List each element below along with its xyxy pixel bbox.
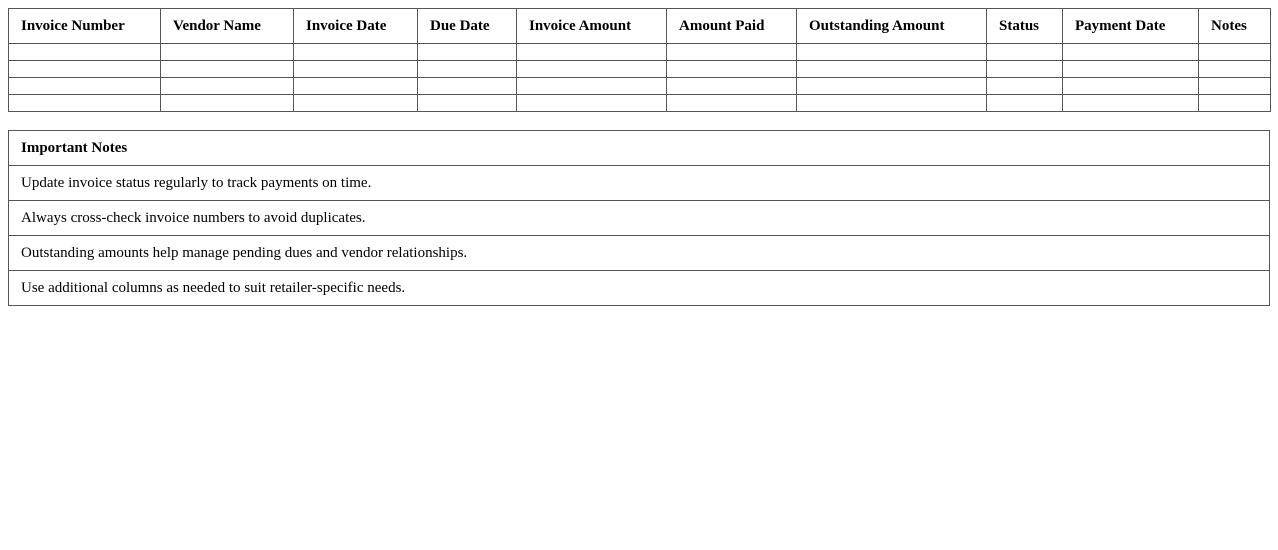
- table-cell[interactable]: [294, 78, 418, 95]
- table-cell[interactable]: [1063, 95, 1199, 112]
- note-text: Outstanding amounts help manage pending dues and vendor relationships.: [9, 236, 1270, 271]
- notes-table: [8, 130, 1270, 306]
- table-cell[interactable]: [517, 78, 667, 95]
- table-cell[interactable]: [517, 44, 667, 61]
- note-text: Update invoice status regularly to track payments on time.: [9, 166, 1270, 201]
- table-row: [9, 78, 1271, 95]
- note-text: Always cross-check invoice numbers to avoid duplicates.: [9, 201, 1270, 236]
- column-header-amount-paid: Amount Paid: [667, 9, 797, 44]
- table-cell[interactable]: [667, 95, 797, 112]
- notes-header-row: [9, 131, 1270, 166]
- table-cell[interactable]: [418, 44, 517, 61]
- table-cell[interactable]: [9, 44, 161, 61]
- column-header-notes: Notes: [1199, 9, 1271, 44]
- table-cell[interactable]: [797, 78, 987, 95]
- table-row: [9, 61, 1271, 78]
- list-item: [9, 236, 1270, 271]
- table-cell[interactable]: [1063, 44, 1199, 61]
- table-cell[interactable]: [797, 95, 987, 112]
- column-header-due-date: Due Date: [418, 9, 517, 44]
- table-cell[interactable]: [9, 61, 161, 78]
- table-cell[interactable]: [987, 61, 1063, 78]
- table-cell[interactable]: [987, 44, 1063, 61]
- note-text: Use additional columns as needed to suit retailer-specific needs.: [9, 271, 1270, 306]
- notes-title: Important Notes: [9, 131, 1270, 166]
- column-header-vendor-name: Vendor Name: [161, 9, 294, 44]
- column-header-outstanding-amount: Outstanding Amount: [797, 9, 987, 44]
- column-header-invoice-amount: Invoice Amount: [517, 9, 667, 44]
- list-item: [9, 271, 1270, 306]
- column-header-invoice-date: Invoice Date: [294, 9, 418, 44]
- table-cell[interactable]: [294, 95, 418, 112]
- table-cell[interactable]: [1199, 44, 1271, 61]
- table-cell[interactable]: [797, 61, 987, 78]
- table-cell[interactable]: [517, 61, 667, 78]
- table-cell[interactable]: [1063, 61, 1199, 78]
- table-cell[interactable]: [1063, 78, 1199, 95]
- table-cell[interactable]: [9, 95, 161, 112]
- table-cell[interactable]: [161, 61, 294, 78]
- table-cell[interactable]: [517, 95, 667, 112]
- list-item: [9, 166, 1270, 201]
- table-cell[interactable]: [1199, 95, 1271, 112]
- table-cell[interactable]: [294, 61, 418, 78]
- table-row: [9, 95, 1271, 112]
- table-cell[interactable]: [987, 95, 1063, 112]
- invoice-table: [8, 8, 1271, 112]
- table-cell[interactable]: [418, 95, 517, 112]
- table-cell[interactable]: [667, 61, 797, 78]
- column-header-status: Status: [987, 9, 1063, 44]
- table-cell[interactable]: [987, 78, 1063, 95]
- table-cell[interactable]: [294, 44, 418, 61]
- list-item: [9, 201, 1270, 236]
- column-header-payment-date: Payment Date: [1063, 9, 1199, 44]
- table-cell[interactable]: [418, 78, 517, 95]
- column-header-invoice-number: Invoice Number: [9, 9, 161, 44]
- table-cell[interactable]: [418, 61, 517, 78]
- table-cell[interactable]: [667, 78, 797, 95]
- table-cell[interactable]: [797, 44, 987, 61]
- table-cell[interactable]: [161, 95, 294, 112]
- table-row: [9, 44, 1271, 61]
- table-cell[interactable]: [1199, 61, 1271, 78]
- table-cell[interactable]: [9, 78, 161, 95]
- table-cell[interactable]: [667, 44, 797, 61]
- invoice-table-header-row: [9, 9, 1271, 44]
- table-cell[interactable]: [161, 44, 294, 61]
- table-cell[interactable]: [1199, 78, 1271, 95]
- table-cell[interactable]: [161, 78, 294, 95]
